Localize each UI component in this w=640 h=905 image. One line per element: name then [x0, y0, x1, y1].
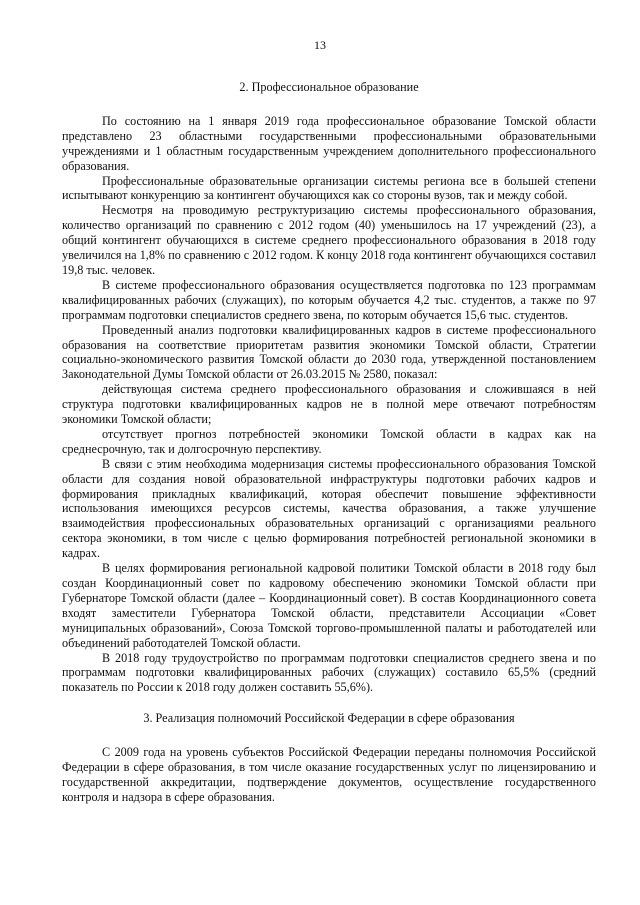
paragraph: В системе профессионального образования осуществляется подготовка по 123 программам квалифицированных рабочих (служащих), по которым обучается 4,2 тыс. студентов, а также по 97 программам подготовки специалистов среднего звена, по которым обучается 15,6 тыс. студентов. [62, 277, 596, 322]
paragraph: действующая система среднего профессионального образования и сложившаяся в ней структура подготовки квалифицированных кадров не в полной мере отвечают потребностям экономики Томской области; [62, 382, 596, 427]
paragraph: отсутствует прогноз потребностей экономики Томской области в кадрах как на среднесрочную, так и долгосрочную перспективу. [62, 426, 596, 456]
section-3-heading: 3. Реализация полномочий Российской Федерации в сфере образования [143, 711, 515, 726]
paragraph: Профессиональные образовательные организации системы региона все в большей степени испытывают конкуренцию за контингент обучающихся как со стороны вузов, так и между собой. [62, 173, 596, 203]
paragraph: С 2009 года на уровень субъектов Российской Федерации переданы полномочия Российской Федерации в сфере образования, в том числе оказание государственных услуг по лицензированию и государственной аккредитации, подтверждение документов, осуществление государственного контроля и надзора в сфере образования. [62, 745, 596, 804]
paragraph: В целях формирования региональной кадровой политики Томской области в 2018 году был создан Координационный совет по кадровому обеспечению экономики Томской области при Губернаторе Томской области (далее – Координационный совет). В состав Координационного совета входят заместители Губернатора Томской области, представители Ассоциации «Совет муниципальных образований», Союза Томской торгово-промышленной палаты и работодателей или объединений работодателей Томской области. [62, 561, 596, 650]
section-2-heading: 2. Профессиональное образование [239, 80, 419, 94]
paragraph: Несмотря на проводимую реструктуризацию системы профессионального образования, количество организаций по сравнению с 2012 годом (40) уменьшилось на 17 учреждений (23), а общий контингент обучающихся в системе среднего профессионального образования в 2018 году увеличился на 1,8% по сравнению с 2012 годом. К концу 2018 года контингент обучающихся составил 19,8 тыс. человек. [62, 203, 596, 277]
paragraph: Проведенный анализ подготовки квалифицированных кадров в системе профессионального образования на соответствие приоритетам развития экономики Томской области, Стратегии социально-экономического развития Томской области до 2030 года, утвержденной постановлением Законодательной Думы Томской области от 26.03.2015 № 2580, показал: [62, 322, 596, 382]
paragraph: В связи с этим необходима модернизация системы профессионального образования Томской области для создания новой образовательной инфраструктуры подготовки рабочих кадров и формирования прикладных квалификаций, которая обеспечит повышение эффективности использования имеющихся ресурсов системы, качества образования, а также улучшение взаимодействия профессиональных образовательных организаций с организациями реального сектора экономики, в том числе с целью формирования потребностей региональной экономики в кадрах. [62, 456, 596, 561]
paragraph: В 2018 году трудоустройство по программам подготовки специалистов среднего звена и по программам подготовки квалифицированных рабочих (служащих) составило 65,5% (средний показатель по России к 2018 году должен составить 55,6%). [62, 650, 596, 695]
paragraph: По состоянию на 1 января 2019 года профессиональное образование Томской области представлено 23 областными государственными профессиональными образовательными учреждениями и 1 областным государственным учреждением дополнительного профессионального образования. [62, 113, 596, 173]
page-content [62, 80, 596, 805]
page-number: 13 [314, 38, 326, 52]
